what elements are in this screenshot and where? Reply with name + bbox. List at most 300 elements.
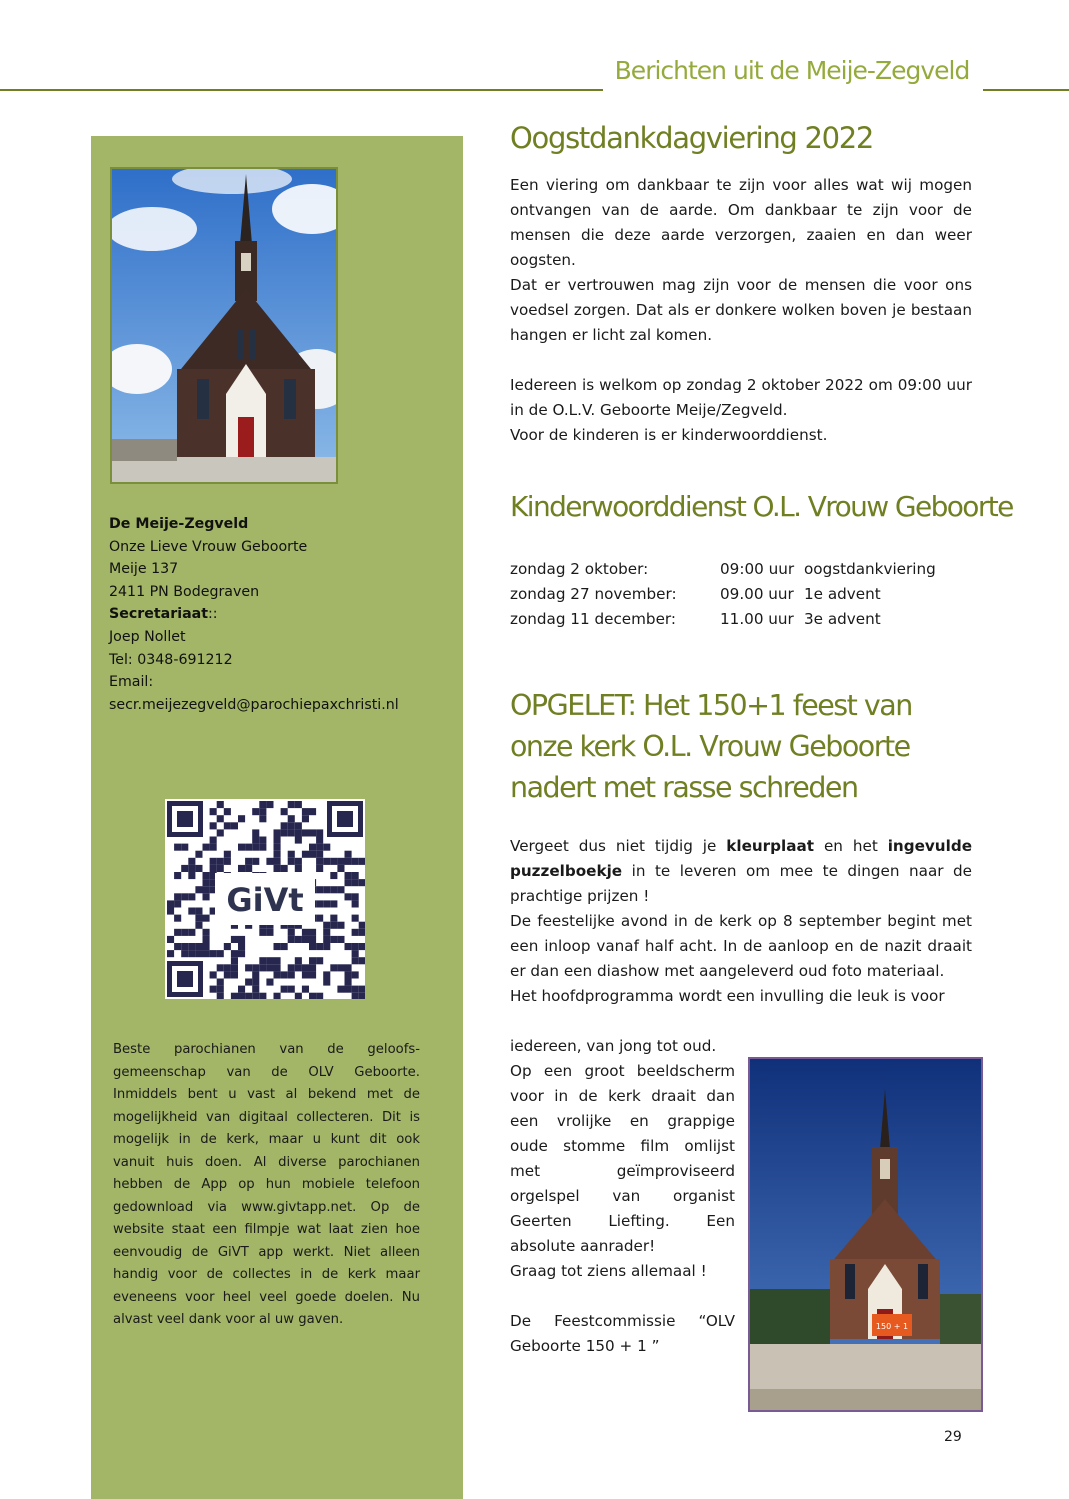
qr-module: [181, 865, 188, 872]
qr-module: [274, 865, 281, 872]
qr-module: [238, 943, 245, 950]
qr-module: [316, 858, 323, 865]
qr-module: [217, 964, 224, 971]
schedule-time: 09:00 uur: [720, 560, 795, 578]
qr-module: [274, 943, 281, 950]
qr-module: [203, 929, 210, 936]
qr-module: [252, 993, 259, 999]
qr-module: [352, 993, 359, 999]
qr-module: [224, 822, 231, 829]
qr-module: [309, 957, 316, 964]
qr-module: [352, 915, 359, 922]
qr-module: [345, 943, 352, 950]
qr-module: [330, 922, 337, 929]
qr-module: [309, 844, 316, 851]
qr-module: [288, 829, 295, 836]
qr-module: [281, 986, 288, 993]
qr-module: [330, 900, 337, 907]
article2-title: Kinderwoorddienst O.L. Vrouw Geboorte: [510, 490, 1013, 523]
intro-kleurplaat: kleurplaat: [726, 837, 815, 855]
article1-body: [510, 173, 972, 348]
qr-module: [231, 822, 238, 829]
schedule-time: 11.00 uur: [720, 610, 794, 628]
qr-module: [323, 922, 330, 929]
qr-module: [274, 858, 281, 865]
qr-module: [167, 936, 174, 943]
qr-module: [174, 943, 181, 950]
qr-module: [288, 971, 295, 978]
qr-module: [188, 929, 195, 936]
qr-module: [210, 808, 217, 815]
qr-module: [345, 879, 352, 886]
anniversary-sign-text: 150 + 1: [875, 1322, 909, 1331]
qr-module: [352, 986, 359, 993]
qr-module: [245, 858, 252, 865]
header-rule-left: [0, 89, 603, 91]
qr-module: [231, 964, 238, 971]
qr-module: [330, 858, 337, 865]
givt-qr-code[interactable]: [165, 799, 365, 999]
qr-module: [302, 936, 309, 943]
qr-module: [288, 858, 295, 865]
qr-module: [330, 915, 337, 922]
schedule-date: zondag 2 oktober:: [510, 560, 649, 578]
qr-module: [352, 950, 359, 957]
qr-module: [316, 915, 323, 922]
qr-module: [266, 858, 273, 865]
qr-module: [231, 993, 238, 999]
article3-title: OPGELET: Het 150+1 feest van onze kerk O.L. Vrouw Geboorte nadert met rasse schreden: [510, 689, 912, 804]
article3-body: [510, 834, 972, 1009]
article1-invite: [510, 373, 972, 448]
secretariat-label: Secretariaat: [109, 606, 209, 623]
qr-module: [274, 964, 281, 971]
qr-module: [302, 929, 309, 936]
qr-module: [309, 829, 316, 836]
qr-module: [238, 950, 245, 957]
qr-module: [188, 865, 195, 872]
qr-module: [224, 943, 231, 950]
qr-module: [231, 950, 238, 957]
schedule-row: [510, 557, 936, 582]
qr-module: [302, 986, 309, 993]
qr-module: [281, 943, 288, 950]
article1-para2: Dat er vertrouwen mag zijn voor de mensen die voor ons voedsel zorgen. Dat als er donkere wolken boven je bestaan hangen er licht zal komen.: [510, 276, 972, 344]
qr-module: [210, 837, 217, 844]
qr-module: [195, 886, 202, 893]
qr-module: [181, 893, 188, 900]
qr-module: [330, 964, 337, 971]
article3-para4: Op een groot beeldscherm voor in de kerk draait dan een vrolijke en grappige oude stomme film omlijst met geïmproviseerd orgelspel van organist Geerten Liefting. Een absolute aanrader!: [510, 1062, 735, 1255]
intro-text-c: en het: [814, 837, 888, 855]
qr-module: [352, 957, 359, 964]
qr-module: [195, 950, 202, 957]
qr-module: [252, 829, 259, 836]
qr-module: [274, 993, 281, 999]
qr-module: [345, 872, 352, 879]
qr-module: [295, 936, 302, 943]
qr-module: [203, 879, 210, 886]
article3-intro: [510, 834, 972, 909]
qr-module: [217, 858, 224, 865]
contact-name: De Meije-Zegveld: [109, 516, 249, 532]
qr-module: [337, 865, 344, 872]
qr-module: [316, 943, 323, 950]
qr-module: [295, 957, 302, 964]
qr-module: [316, 957, 323, 964]
qr-module: [266, 929, 273, 936]
qr-module: [281, 808, 288, 815]
qr-module: [337, 964, 344, 971]
qr-module: [238, 986, 245, 993]
qr-module: [238, 865, 245, 872]
qr-module: [259, 929, 266, 936]
qr-module: [323, 844, 330, 851]
church-photo: [110, 167, 338, 484]
qr-module: [274, 851, 281, 858]
qr-module: [203, 893, 210, 900]
qr-module: [188, 858, 195, 865]
header-rule-right: [983, 89, 1069, 91]
schedule-event: 1e advent: [804, 585, 881, 603]
qr-module: [288, 986, 295, 993]
qr-module: [174, 844, 181, 851]
qr-module: [302, 808, 309, 815]
qr-module: [252, 986, 259, 993]
qr-module: [266, 979, 273, 986]
qr-module: [352, 900, 359, 907]
qr-module: [309, 851, 316, 858]
qr-module: [195, 865, 202, 872]
qr-module: [288, 815, 295, 822]
qr-module: [188, 872, 195, 879]
schedule-row: [510, 607, 936, 632]
qr-module: [217, 979, 224, 986]
article1-para4: Voor de kinderen is er kinderwoorddienst.: [510, 426, 828, 444]
intro-text-a: Vergeet dus niet tijdig je: [510, 837, 727, 855]
article1-title: Oogstdankdagviering 2022: [510, 121, 874, 155]
qr-module: [274, 837, 281, 844]
qr-module: [259, 993, 266, 999]
qr-module: [295, 964, 302, 971]
qr-module: [352, 971, 359, 978]
qr-module: [359, 943, 365, 950]
qr-module: [259, 808, 266, 815]
qr-module: [337, 922, 344, 929]
qr-module: [217, 829, 224, 836]
qr-module: [359, 929, 365, 936]
qr-module: [316, 837, 323, 844]
qr-module: [174, 915, 181, 922]
qr-module: [224, 971, 231, 978]
qr-module: [245, 844, 252, 851]
qr-module: [210, 822, 217, 829]
schedule-time: 09.00 uur: [720, 585, 794, 603]
qr-module: [316, 844, 323, 851]
qr-module: [330, 886, 337, 893]
qr-module: [245, 979, 252, 986]
qr-module: [174, 929, 181, 936]
qr-module: [330, 936, 337, 943]
qr-module: [224, 851, 231, 858]
qr-module: [174, 893, 181, 900]
qr-module: [323, 929, 330, 936]
qr-module: [238, 844, 245, 851]
qr-module: [359, 879, 365, 886]
qr-module: [203, 886, 210, 893]
qr-module: [259, 957, 266, 964]
contact-tel: Tel: 0348-691212: [109, 651, 233, 668]
qr-module: [217, 815, 224, 822]
qr-module: [188, 893, 195, 900]
qr-module: [259, 964, 266, 971]
intro-puzzelboekje: ingevulde puzzelboekje: [510, 837, 972, 880]
qr-module: [245, 964, 252, 971]
intro-text-e: in te leveren om mee te dingen naar de prachtige prijzen !: [510, 862, 972, 905]
qr-module: [252, 979, 259, 986]
qr-module: [274, 971, 281, 978]
qr-module: [224, 808, 231, 815]
header-title: Berichten uit de Meije-Zegveld: [614, 56, 970, 85]
qr-module: [203, 950, 210, 957]
qr-module: [203, 915, 210, 922]
qr-module: [174, 900, 181, 907]
qr-module: [316, 900, 323, 907]
qr-module: [345, 893, 352, 900]
qr-module: [295, 837, 302, 844]
qr-module: [210, 844, 217, 851]
qr-module: [295, 829, 302, 836]
qr-module: [352, 879, 359, 886]
qr-module: [295, 801, 302, 808]
qr-module: [195, 943, 202, 950]
qr-module: [224, 964, 231, 971]
qr-module: [302, 829, 309, 836]
qr-module: [309, 808, 316, 815]
schedule-event: 3e advent: [804, 610, 881, 628]
qr-module: [167, 950, 174, 957]
contact-email-label: Email:: [109, 674, 154, 691]
qr-module: [323, 936, 330, 943]
qr-module: [231, 936, 238, 943]
qr-module: [266, 801, 273, 808]
qr-module: [288, 851, 295, 858]
qr-module: [252, 837, 259, 844]
qr-module: [203, 872, 210, 879]
qr-module: [337, 986, 344, 993]
qr-module: [330, 872, 337, 879]
qr-module: [195, 851, 202, 858]
article3-para5: Graag tot ziens allemaal !: [510, 1262, 707, 1280]
qr-module: [309, 929, 316, 936]
qr-module: [188, 943, 195, 950]
contact-church: Onze Lieve Vrouw Geboorte: [109, 538, 308, 555]
qr-module: [309, 943, 316, 950]
qr-module: [345, 979, 352, 986]
qr-module: [195, 915, 202, 922]
qr-module: [323, 943, 330, 950]
qr-module: [203, 936, 210, 943]
qr-module: [359, 986, 365, 993]
article3-para2: De feestelijke avond in de kerk op 8 september begint met een inloop vanaf half acht. In de aanloop en de nazit draait er dan een diashow met aangeleverd oud foto materiaal.: [510, 912, 972, 980]
schedule-date: zondag 11 december:: [510, 610, 677, 628]
qr-module: [323, 886, 330, 893]
qr-module: [188, 908, 195, 915]
qr-module: [167, 908, 174, 915]
qr-module: [167, 900, 174, 907]
contact-block: [109, 513, 449, 716]
qr-module: [316, 865, 323, 872]
qr-module: [288, 801, 295, 808]
qr-module: [309, 971, 316, 978]
qr-module: [288, 964, 295, 971]
qr-module: [259, 837, 266, 844]
qr-module: [231, 971, 238, 978]
qr-module: [323, 900, 330, 907]
qr-module: [352, 858, 359, 865]
schedule-row: [510, 582, 936, 607]
qr-module: [203, 844, 210, 851]
qr-module: [281, 971, 288, 978]
qr-module: [352, 893, 359, 900]
qr-module: [359, 993, 365, 999]
qr-module: [217, 801, 224, 808]
article3-para3a: Het hoofdprogramma wordt een invulling die leuk is voor: [510, 987, 945, 1005]
qr-module: [345, 851, 352, 858]
qr-module: [337, 858, 344, 865]
page-number: 29: [944, 1429, 962, 1445]
qr-module: [352, 929, 359, 936]
qr-module: [345, 964, 352, 971]
qr-module: [266, 957, 273, 964]
qr-module: [181, 929, 188, 936]
qr-module: [274, 957, 281, 964]
qr-module: [238, 936, 245, 943]
article3-para3b: iedereen, van jong tot oud.: [510, 1037, 717, 1055]
qr-module: [181, 950, 188, 957]
qr-module: [337, 886, 344, 893]
qr-module: [352, 943, 359, 950]
qr-module: [337, 936, 344, 943]
contact-secretariat: [109, 603, 449, 626]
qr-module: [345, 986, 352, 993]
qr-module: [181, 943, 188, 950]
qr-module: [295, 865, 302, 872]
qr-module: [231, 957, 238, 964]
givt-info-text: Beste parochianen van de geloofs-gemeenschap van de OLV Geboorte. Inmiddels bent u vast al bekend met de mogelijkheid van digitaal collecteren. Dit is mogelijk in de kerk, maar u kunt dit ook vanuit huis doen. Al diverse parochianen hebben de App op hun mobiele telefoon gedownload via www.givtapp.net. Op de website staat een filmpje wat laat zien hoe eenvoudig de GiVT app werkt. Niet alleen handig voor de collectes in de kerk maar eveneens voor heel veel goede doelen. Nu alvast veel dank voor al uw gaven.: [113, 1042, 420, 1327]
qr-module: [224, 858, 231, 865]
qr-module: [245, 865, 252, 872]
qr-module: [259, 815, 266, 822]
qr-module: [295, 993, 302, 999]
qr-module: [188, 950, 195, 957]
qr-module: [252, 858, 259, 865]
qr-module: [302, 964, 309, 971]
contact-street: Meije 137: [109, 561, 179, 578]
qr-module: [181, 844, 188, 851]
qr-module: [259, 801, 266, 808]
qr-module: [217, 950, 224, 957]
church-celebration-photo: [748, 1057, 983, 1412]
qr-module: [281, 865, 288, 872]
qr-module: [274, 829, 281, 836]
givt-logo: GiVt: [226, 881, 304, 919]
qr-module: [210, 950, 217, 957]
qr-module: [281, 829, 288, 836]
secretariat-suffix: ::: [208, 606, 218, 623]
qr-module: [217, 993, 224, 999]
qr-module: [359, 922, 365, 929]
qr-module: [302, 851, 309, 858]
qr-module: [217, 865, 224, 872]
qr-module: [316, 993, 323, 999]
qr-module: [195, 908, 202, 915]
qr-module: [352, 872, 359, 879]
qr-module: [359, 957, 365, 964]
article1-para1: Een viering om dankbaar te zijn voor alles wat wij mogen ontvangen van de aarde. Om dankbaar te zijn voor de mensen die deze aarde verzorgen, zaaien en dan weer oogsten.: [510, 176, 972, 269]
qr-module: [316, 829, 323, 836]
qr-module: [266, 964, 273, 971]
qr-module: [309, 993, 316, 999]
qr-module: [210, 865, 217, 872]
qr-module: [252, 844, 259, 851]
qr-module: [210, 858, 217, 865]
qr-module: [288, 929, 295, 936]
qr-module: [345, 858, 352, 865]
contact-city: 2411 PN Bodegraven: [109, 583, 260, 600]
qr-module: [323, 979, 330, 986]
qr-module: [203, 943, 210, 950]
qr-module: [345, 971, 352, 978]
qr-module: [217, 986, 224, 993]
qr-module: [259, 844, 266, 851]
qr-module: [281, 822, 288, 829]
article1-para3: Iedereen is welkom op zondag 2 oktober 2022 om 09:00 uur in de O.L.V. Geboorte Meije/Zegveld.: [510, 376, 972, 419]
qr-module: [245, 993, 252, 999]
qr-module: [323, 971, 330, 978]
qr-module: [252, 964, 259, 971]
qr-module: [359, 858, 365, 865]
article3-signoff: De Feestcommissie “OLV Geboorte 150 + 1 ”: [510, 1312, 735, 1355]
qr-module: [195, 922, 202, 929]
qr-module: [288, 936, 295, 943]
qr-module: [316, 851, 323, 858]
qr-module: [174, 872, 181, 879]
qr-module: [309, 964, 316, 971]
qr-module: [252, 808, 259, 815]
qr-module: [288, 822, 295, 829]
qr-module: [252, 971, 259, 978]
contact-email: secr.meijezegveld@parochiepaxchristi.nl: [109, 696, 399, 713]
qr-module: [309, 936, 316, 943]
article3-narrow-column: [510, 1034, 735, 1359]
qr-module: [210, 971, 217, 978]
qr-module: [295, 822, 302, 829]
schedule-date: zondag 27 november:: [510, 585, 677, 603]
schedule-event: oogstdankviering: [804, 560, 936, 578]
qr-module: [302, 971, 309, 978]
qr-module: [323, 858, 330, 865]
schedule-table: [510, 557, 936, 632]
qr-module: [210, 986, 217, 993]
qr-module: [295, 858, 302, 865]
qr-module: [302, 815, 309, 822]
qr-module: [238, 815, 245, 822]
contact-person: Joep Nollet: [109, 628, 186, 645]
qr-module: [316, 886, 323, 893]
spacer: [510, 1284, 735, 1309]
qr-module: [238, 993, 245, 999]
